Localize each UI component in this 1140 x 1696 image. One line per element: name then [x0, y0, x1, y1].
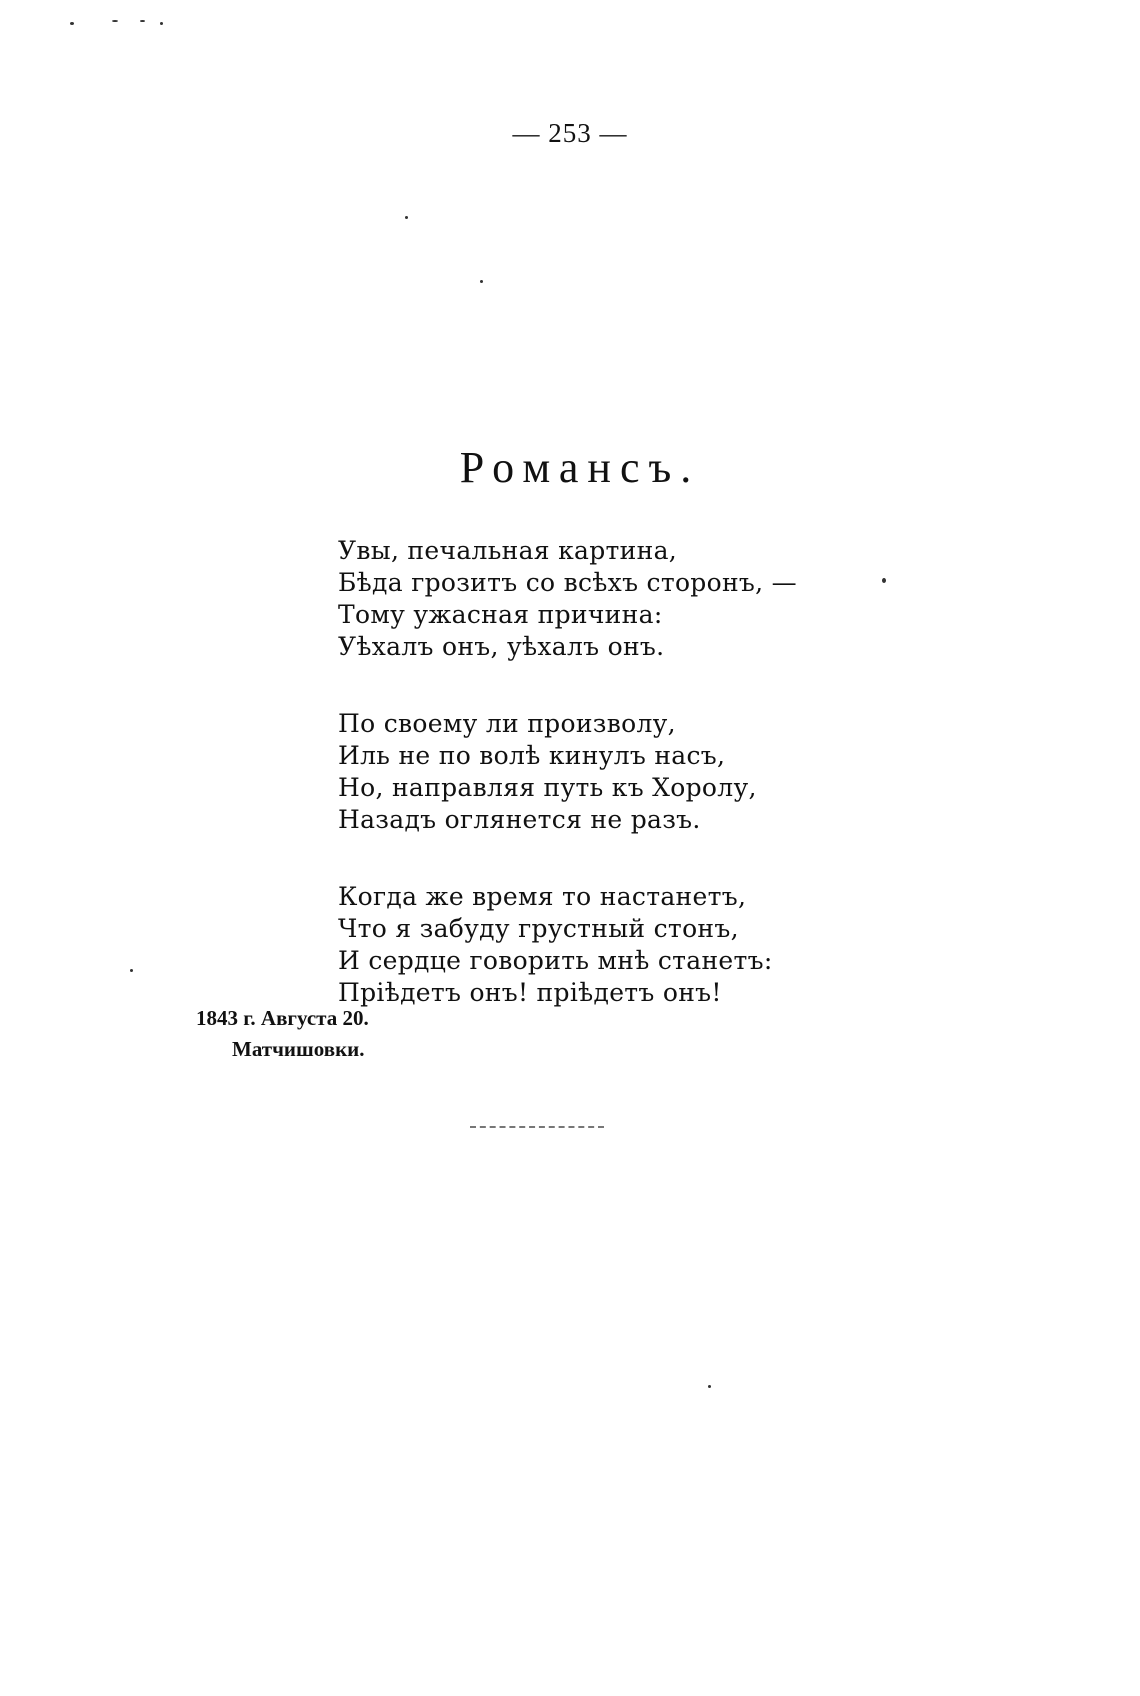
verse-line: Но, направляя путь къ Хоролу, [338, 773, 757, 802]
verse-line: По своему ли произволу, [338, 709, 676, 738]
verse-line: Увы, печальная картина, [338, 536, 678, 565]
verse-line: Что я забуду грустный стонъ, [338, 914, 739, 943]
verse-line: Иль не по волѣ кинулъ насъ, [338, 741, 726, 770]
scan-speck [130, 969, 133, 972]
verse-line: Уѣхалъ онъ, уѣхалъ онъ. [338, 632, 665, 661]
scan-speck [708, 1385, 711, 1388]
scan-speck [160, 22, 163, 25]
verse-line: Когда же время то настанетъ, [338, 882, 747, 911]
poem-body [338, 535, 797, 1054]
scan-speck [140, 20, 145, 22]
stanza-1 [338, 535, 797, 663]
scan-speck [70, 22, 74, 25]
stanza-2 [338, 708, 797, 836]
scan-speck [882, 578, 886, 583]
verse-line: Бѣда грозитъ со всѣхъ сторонъ, — [338, 568, 797, 597]
poem-title: Романсъ. [459, 443, 701, 492]
signature-place: Матчишовки. [232, 1037, 365, 1061]
verse-line: Пріѣдетъ онъ! пріѣдетъ онъ! [338, 978, 722, 1007]
scan-speck [112, 20, 118, 22]
stanza-3 [338, 881, 797, 1009]
verse-line: И сердце говорить мнѣ станетъ: [338, 946, 773, 975]
verse-line: Тому ужасная причина: [338, 600, 663, 629]
signature-date: 1843 г. Августа 20. [196, 1006, 369, 1030]
scan-speck [480, 280, 483, 283]
page-number: — 253 — [512, 118, 628, 148]
verse-line: Назадъ оглянется не разъ. [338, 805, 701, 834]
scan-speck [405, 216, 408, 219]
end-rule [470, 1126, 604, 1128]
signature [196, 1003, 369, 1065]
